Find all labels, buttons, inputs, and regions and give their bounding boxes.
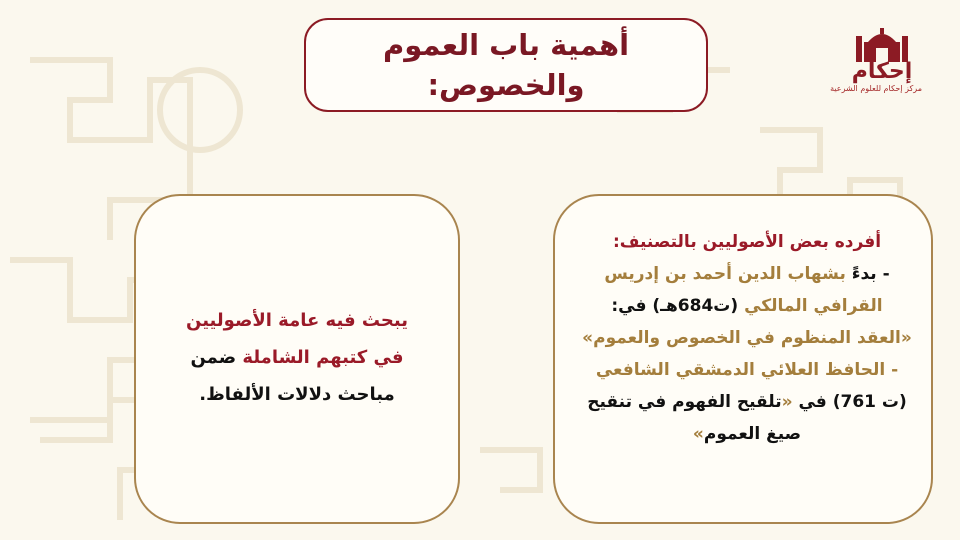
left-card	[134, 194, 460, 524]
item1-book: «العقد المنظوم في الخصوص والعموم»	[582, 328, 912, 348]
left-card-text	[186, 302, 408, 413]
right-card-heading: أفرده بعض الأصوليين بالتصنيف:	[612, 232, 882, 252]
left-card-part-4: مباحث دلالات الألفاظ.	[199, 383, 395, 405]
page-title-line-2: والخصوص:	[427, 68, 585, 102]
logo-name: إحكام	[851, 59, 913, 84]
left-card-part-1: يبحث فيه عامة الأصوليين	[186, 309, 409, 331]
right-card	[553, 194, 933, 524]
item1-prefix: - بدءً	[851, 264, 890, 284]
right-card-text	[575, 226, 919, 450]
logo-subtitle: مركز إحكام للعلوم الشرعية	[830, 84, 922, 93]
item2-book-open: «	[781, 392, 793, 412]
left-card-part-2: في كتبهم الشاملة	[242, 346, 404, 368]
mosque-logo-icon	[854, 28, 910, 62]
left-card-part-3: ضمن	[190, 346, 237, 368]
item2-book-close: »	[692, 424, 704, 444]
item1-name: بشهاب الدين أحمد بن إدريس القرافي المالكي	[604, 264, 883, 316]
logo	[830, 20, 922, 100]
item2-date: (ت 761) في	[798, 392, 907, 412]
page-title-line-1: أهمية باب العموم	[382, 28, 630, 62]
item2-book: تلقيح الفهوم في تنقيح صيغ العموم	[587, 392, 802, 444]
item2-name: - الحافظ العلائي الدمشقي الشافعي	[595, 360, 899, 380]
title-box	[304, 18, 708, 112]
item1-date: (ت684هـ) في:	[611, 296, 739, 316]
